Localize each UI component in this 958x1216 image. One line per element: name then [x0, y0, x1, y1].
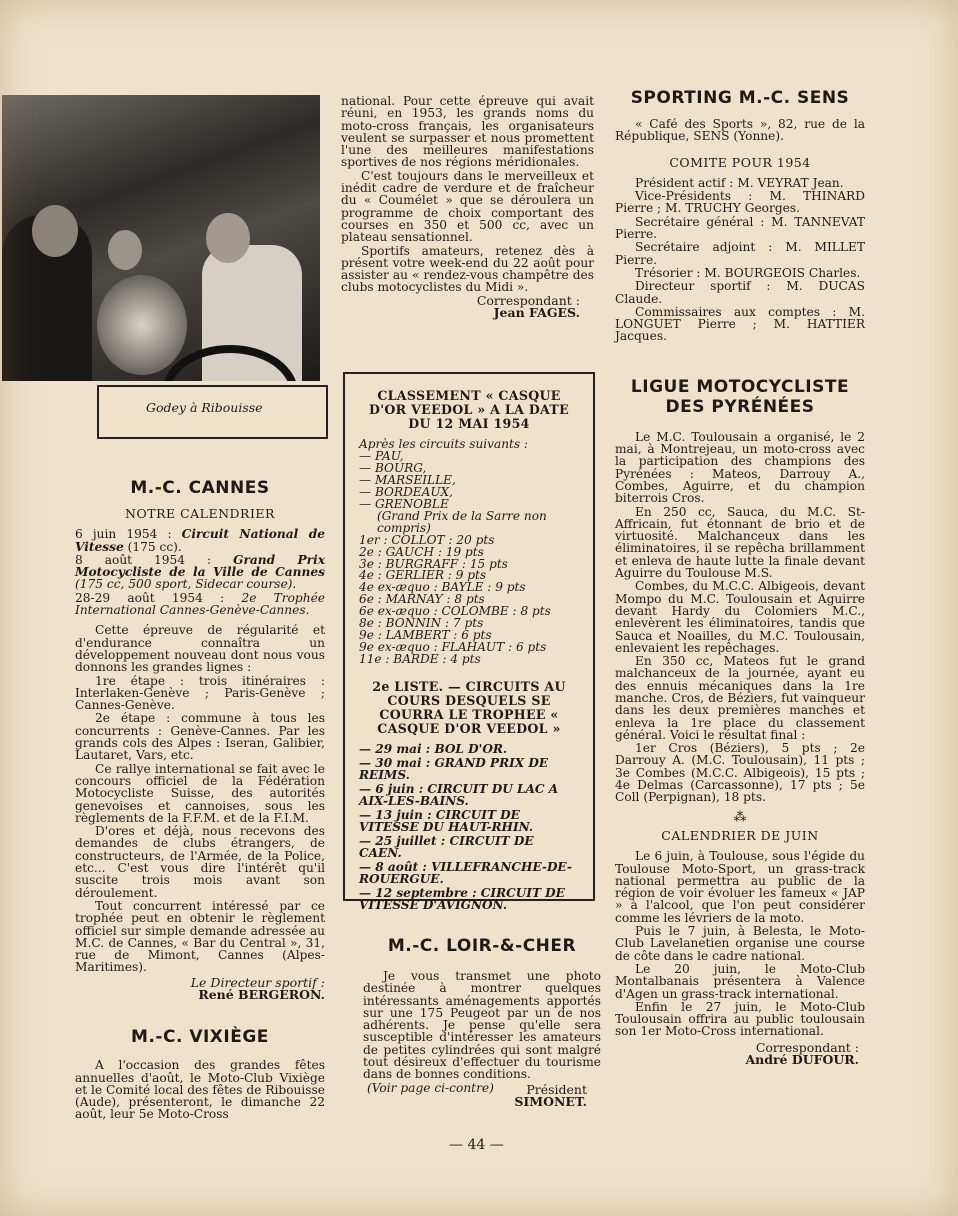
pyrenees-paragraph: En 250 cc, Sauca, du M.C. St-Affricain, fut étonnant de brio et de virtuosité. Malchanceux dans les éliminatoires, il se repêcha brillamment et enleva de haute lutte la finale devant Aguirre du Toulouse M.S.: [615, 504, 865, 581]
stars-separator: ⁂: [733, 809, 747, 825]
pyrenees-paragraph: Combes, du M.C.C. Albigeois, devant Mompo du M.C. Toulousain et Aguirre devant Hardy du Colomiers M.C., enlevèrent les éliminatoires, tandis que Sauca et Noailles, du M.C. Toulousain, enlevaient les repêchages.: [615, 579, 865, 655]
sens-title: SPORTING M.-C. SENS: [630, 88, 850, 108]
ranking-row: 4e ex-æquo : BAYLE : 9 pts: [359, 580, 526, 595]
list2-item: — 12 septembre : CIRCUIT DE VITESSE D'AVIGNON.: [359, 885, 565, 912]
cannes-paragraph: 1re étape : trois itinéraires : Interlaken-Genève ; Paris-Genève ; Cannes-Genève.: [75, 673, 325, 713]
cannes-cal-2: 8 août 1954 : Grand Prix Motocycliste de la Ville de Cannes (175 cc, 500 sport, Sidecar course).: [75, 552, 325, 592]
dufour-signature: Correspondant : André DUFOUR.: [745, 1039, 859, 1067]
loir-signature: Président SIMONET.: [514, 1081, 587, 1110]
loir-title: M.-C. LOIR-&-CHER: [387, 936, 577, 956]
ranking-row: 6e ex-æquo : COLOMBE : 8 pts: [359, 604, 551, 619]
vixiege-title: M.-C. VIXIÈGE: [131, 1027, 269, 1048]
cannes-paragraph: Tout concurrent intéressé par ce trophée peut en obtenir le règlement officiel sur simple demande adressée au M.C. de Cannes, « Bar du Central », 31, rue de Mimont, Cannes (Alpes-Maritimes).: [75, 898, 325, 975]
sens-address: « Café des Sports », 82, rue de la République, SENS (Yonne).: [615, 117, 865, 144]
ranking-row: 2e : GAUCH : 19 pts: [359, 544, 484, 559]
list2-item: — 13 juin : CIRCUIT DE VITESSE DU HAUT-RHIN.: [359, 807, 534, 834]
cannes-title: M.-C. CANNES: [130, 478, 270, 498]
photo-caption: Godey à Ribouisse: [146, 400, 263, 415]
sens-committee-line: Président actif : M. VEYRAT Jean.: [635, 175, 844, 190]
classement-title: CLASSEMENT « CASQUE D'OR VEEDOL » A LA DATE DU 12 MAI 1954: [369, 388, 569, 431]
pyrenees-paragraph: Le 6 juin, à Toulouse, sous l'égide du Toulouse Moto-Sport, un grass-track national permettra au public de la région de voir évoluer les fameux « JAP » à l'alcool, que l'on peut considérer comme les lévriers de la moto.: [615, 849, 865, 925]
cannes-paragraph: Cette épreuve de régularité et d'endurance connaîtra un développement nouveau dont nous vous donnons les grandes lignes :: [75, 623, 325, 675]
pyrenees-paragraph: Puis le 7 juin, à Belesta, le Moto-Club Lavelanetien organise une course de côte dans le cadre national.: [615, 924, 865, 963]
pyrenees-paragraph: Enfin le 27 juin, le Moto-Club Toulousain offrira au public toulousain son 1er Moto-Cross international.: [615, 999, 865, 1039]
pyrenees-results: 1er Cros (Béziers), 5 pts ; 2e Darrouy A. (M.C. Toulousain), 11 pts ; 3e Combes (M.C.C. Albigeois), 15 pts ; 4e Delmas (Carcassonne), 17 pts ; 5e Coll (Perpignan), 18 pts.: [615, 741, 865, 805]
ranking-row: 3e : BURGRAFF : 15 pts: [359, 556, 508, 571]
ranking-row: 4e : GERLIER : 9 pts: [359, 568, 487, 583]
vixiege-continued: Sportifs amateurs, retenez dès à présent votre week-end du 22 août pour assister au « rendez-vous champêtre des clubs motocyclistes du Midi ».: [341, 243, 594, 295]
page-number: — 44 —: [449, 1137, 504, 1153]
circuit-note: (Grand Prix de la Sarre non compris): [377, 508, 547, 535]
circuit-item: — GRENOBLE: [359, 496, 449, 511]
sens-committee-line: Secrétaire adjoint : M. MILLET Pierre.: [615, 240, 865, 267]
vixiege-paragraph: A l'occasion des grandes fêtes annuelles d'août, le Moto-Club Vixiège et le Comité local des fêtes de Ribouisse (Aude), présenteront, le dimanche 22 août, leur 5e Moto-Cross: [75, 1058, 325, 1122]
vixiege-continued: national. Pour cette épreuve qui avait réuni, en 1953, les grands noms du moto-cross français, les organisateurs veulent se surpasser et nous promettent l'une des meilleures manifestations sportives de nos régions méridionales.: [341, 94, 594, 170]
sens-committee-line: Directeur sportif : M. DUCAS Claude.: [615, 279, 865, 306]
ranking-row: 9e ex-æquo : FLAHAUT : 6 pts: [359, 640, 547, 655]
sens-committee-line: Vice-Présidents : M. THINARD Pierre ; M. TRUCHY Georges.: [615, 189, 865, 216]
pyrenees-paragraph: Le M.C. Toulousain a organisé, le 2 mai, à Montrejeau, un moto-cross avec la participation des champions des Pyrénées : Mateos, Darrouy A., Combes, Aguirre, et du champion biterrois Cros.: [615, 429, 865, 506]
loir-note: (Voir page ci-contre): [367, 1080, 494, 1095]
circuit-item: — BORDEAUX,: [359, 484, 453, 499]
sens-committee-line: Trésorier : M. BOURGEOIS Charles.: [635, 265, 861, 280]
list2-title: 2e LISTE. — CIRCUITS AU COURS DESQUELS SE COURRA LE TROPHEE « CASQUE D'OR VEEDOL »: [372, 679, 566, 737]
ranking-row: 11e : BARDE : 4 pts: [359, 652, 481, 667]
pyrenees-title: LIGUE MOTOCYCLISTE DES PYRÉNÉES: [630, 376, 850, 417]
cannes-cal-1: 6 juin 1954 : Circuit National de Vitesse (175 cc).: [75, 527, 325, 554]
circuit-item: — MARSEILLE,: [359, 472, 456, 487]
pyrenees-paragraph: En 350 cc, Mateos fut le grand malchanceux de la journée, ayant eu des ennuis mécaniques dans la 1re manche. Cros, de Béziers, fut vainqueur dans les deux premières manches et enleva la 1re place du classement général. Voici le résultat final :: [615, 654, 865, 742]
cannes-subtitle: NOTRE CALENDRIER: [125, 506, 275, 521]
circuit-item: — BOURG,: [359, 460, 427, 475]
sens-committee-line: Commissaires aux comptes : M. LONGUET Pierre ; M. HATTIER Jacques.: [615, 304, 865, 344]
list2-item: — 6 juin : CIRCUIT DU LAC A AIX-LES-BAINS.: [359, 781, 559, 808]
sens-subtitle: COMITE POUR 1954: [669, 154, 811, 170]
loir-paragraph: Je vous transmet une photo destinée à montrer quelques intéressants aménagements apportés sur une 175 Peugeot par un de nos adhérents. Je pense qu'elle sera susceptible d'intéresser les amateurs de petites cylindrées qui sont malgré tout désireux d'effectuer du tourisme dans de bonnes conditions.: [363, 969, 601, 1082]
ranking-row: 8e : BONNIN : 7 pts: [359, 616, 484, 631]
column-middle-top: [341, 95, 594, 319]
ranking-row: 1er : COLLOT : 20 pts: [359, 532, 495, 547]
classement-box: [343, 372, 595, 912]
pyrenees-paragraph: Le 20 juin, le Moto-Club Montalbanais présentera à Valence d'Agen un grass-track international.: [615, 961, 865, 1001]
list2-item: — 8 août : VILLEFRANCHE-DE-ROUERGUE.: [359, 859, 572, 886]
cannes-signature: Le Directeur sportif : René BERGERON.: [190, 974, 325, 1002]
cannes-cal-3: 28-29 août 1954 : 2e Trophée International Cannes-Genève-Cannes.: [75, 590, 325, 618]
photo-caption-box: [97, 385, 328, 439]
circuit-item: — PAU,: [359, 448, 404, 463]
vixiege-continued: C'est toujours dans le merveilleux et inédit cadre de verdure et de fraîcheur du « Coumélet » que se déroulera un programme de choix comportant des courses en 350 et 500 cc, avec un plateau sensationnel.: [341, 168, 594, 245]
list2-item: — 25 juillet : CIRCUIT DE CAEN.: [359, 833, 534, 860]
fages-signature: Correspondant : Jean FAGES.: [476, 292, 580, 321]
column-right: [615, 88, 865, 1066]
pyrenees-subtitle: CALENDRIER DE JUIN: [661, 827, 819, 843]
column-left: [75, 478, 325, 1122]
list2-item: — 30 mai : GRAND PRIX DE REIMS.: [359, 756, 549, 783]
list2-item: — 29 mai : BOL D'OR.: [359, 742, 508, 757]
ranking-row: 6e : MARNAY : 8 pts: [359, 592, 485, 607]
column-middle-bottom: [363, 936, 601, 1109]
cannes-paragraph: 2e étape : commune à tous les concurrents : Genève-Cannes. Par les grands cols des Alpes : Iseran, Galibier, Lautaret, Vars, etc.: [75, 711, 325, 763]
cannes-paragraph: Ce rallye international se fait avec le concours officiel de la Fédération Motocycliste Suisse, des autorités genevoises et cannoises, sous les règlements de la F.F.M. et de la F.I.M.: [75, 761, 325, 825]
ranking-row: 9e : LAMBERT : 6 pts: [359, 628, 492, 643]
classement-after: Après les circuits suivants :: [359, 437, 528, 451]
sens-committee-line: Secrétaire général : M. TANNEVAT Pierre.: [615, 214, 865, 242]
photo-godey: [2, 95, 320, 381]
cannes-paragraph: D'ores et déjà, nous recevons des demandes de clubs étrangers, de constructeurs, de l'Armée, de la Police, etc... C'est vous dire l'intérêt qu'il suscite trois mois avant son déroulement.: [75, 824, 325, 900]
